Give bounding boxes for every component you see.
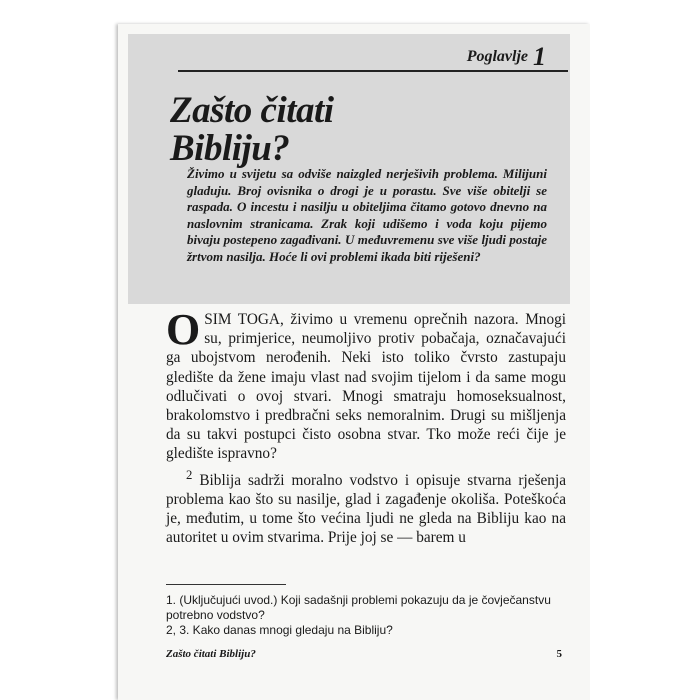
- running-footer-title: Zašto čitati Bibliju?: [166, 648, 256, 660]
- background: [590, 0, 700, 700]
- study-questions: [166, 593, 566, 638]
- footnote-divider: [166, 584, 286, 585]
- chapter-label: Poglavlje: [466, 48, 528, 65]
- question-2: 2, 3. Kako danas mnogi gledaju na Bibliju?: [166, 623, 393, 637]
- intro-paragraph: Živimo u svijetu sa odviše naizgled nerješivih problema. Milijuni gladuju. Broj ovisnika o drogi je u porastu. Sve više obitelji se raspada. O incestu i nasilju u obiteljima čitamo gotovo dnevno na naslovnim stranicama. Zrak koji udišemo i voda koju pijemo bivaju postepeno zagađivani. U međuvremenu sve više ljudi postaje žrtvom nasilja. Hoće li ovi problemi ikada biti riješeni?: [187, 166, 547, 264]
- paragraph-2: [166, 466, 566, 548]
- chapter-heading: [178, 44, 568, 72]
- page-title: [170, 92, 430, 168]
- paragraph-number: 2: [186, 467, 193, 482]
- paragraph-1: [166, 305, 566, 464]
- drop-cap: O: [166, 305, 201, 354]
- question-1: 1. (Uključujući uvod.) Koji sadašnji problemi pokazuju da je čovječanstvu potrebno vodstvo?: [166, 593, 551, 622]
- title-line-2: Bibliju?: [170, 128, 290, 169]
- title-line-1: Zašto čitati: [170, 90, 334, 131]
- paragraph-2-text: Biblija sadrži moralno vodstvo i opisuje stvarna rješenja problema kao što su nasilje, glad i zagađenje okoliša. Poteškoća je, međutim, u tome što većina ljudi ne gleda na Bibliju kao na autoritet u ovim stvarima. Prije joj se — barem u: [166, 471, 566, 547]
- chapter-number: 1: [533, 42, 546, 71]
- paragraph-1-text: SIM TOGA, živimo u vremenu oprečnih nazora. Mnogi su, primjerice, neumoljivo protiv pobačaja, označavajući ga ubojstvom nerođenih. Neki isto toliko čvrsto zastupaju gledište da žene imaju vlast nad svojim tijelom i da same mogu odlučivati o ovoj stvari. Mnogi smatraju homoseksualnost, brakolomstvo i predbračni seks nemoralnim. Drugi su mišljenja da su takvi postupci čisto osobna stvar. Tko može reći čije je gledište ispravno?: [166, 311, 566, 463]
- page-number: 5: [556, 648, 562, 660]
- body-text: [166, 305, 566, 548]
